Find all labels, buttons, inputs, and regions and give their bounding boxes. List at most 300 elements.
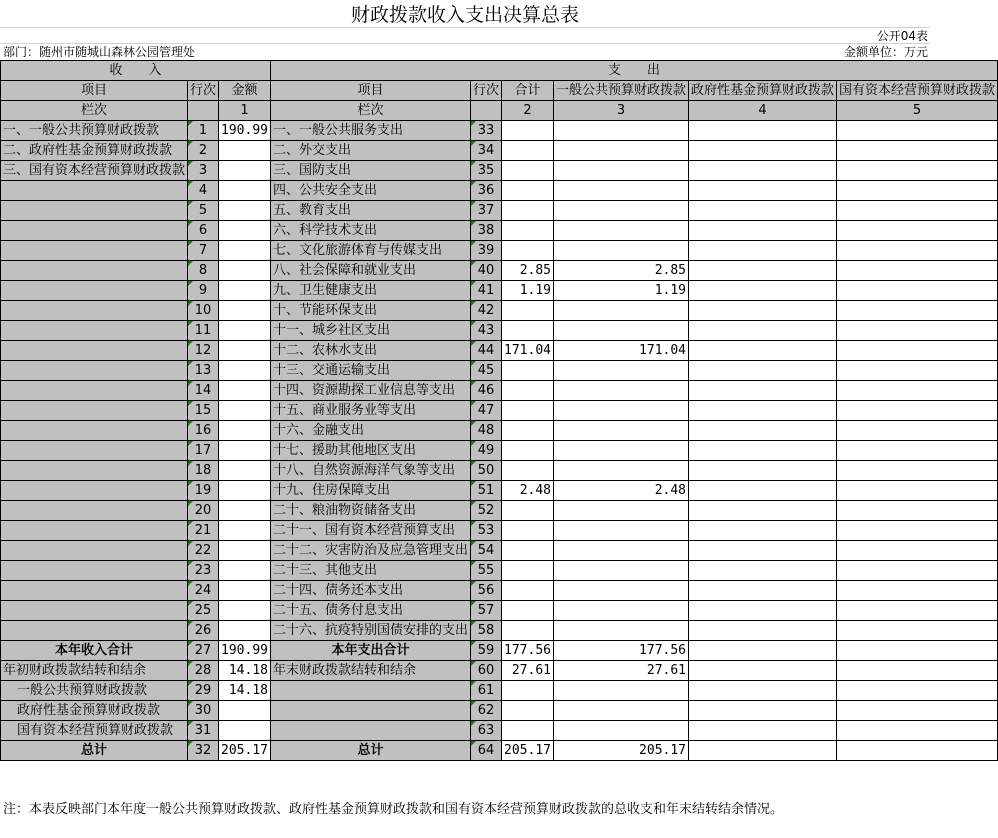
grand-total-income-no: 32 — [188, 741, 219, 761]
expense-state-capital[interactable] — [837, 201, 998, 221]
income-item — [1, 261, 188, 281]
income-item — [1, 501, 188, 521]
expense-general-budget[interactable]: 2.85 — [554, 261, 689, 281]
expense-item: 十八、自然资源海洋气象等支出 — [271, 461, 471, 481]
department-label: 部门：随州市随城山森林公园管理处 — [3, 45, 196, 59]
col-number-1: 1 — [219, 101, 271, 121]
expense-total-general[interactable]: 177.56 — [554, 641, 689, 661]
expense-state-capital[interactable] — [837, 581, 998, 601]
expense-item: 二十三、其他支出 — [271, 561, 471, 581]
expense-gov-fund[interactable] — [689, 281, 837, 301]
carry-out-sub2-blank — [271, 701, 471, 721]
table-row — [1, 521, 998, 541]
income-amount[interactable] — [219, 601, 271, 621]
expense-general-budget[interactable]: 1.19 — [554, 281, 689, 301]
expense-general-budget[interactable] — [554, 201, 689, 221]
expense-gov-fund[interactable] — [689, 361, 837, 381]
expense-gov-fund[interactable] — [689, 401, 837, 421]
expense-item: 四、公共安全支出 — [271, 181, 471, 201]
cell[interactable] — [837, 721, 998, 741]
expense-state-capital[interactable] — [837, 441, 998, 461]
expense-total[interactable] — [502, 401, 554, 421]
income-amount[interactable] — [219, 341, 271, 361]
income-amount[interactable] — [219, 581, 271, 601]
income-row-no: 6 — [188, 221, 219, 241]
expense-total[interactable] — [502, 161, 554, 181]
expense-item: 二十四、债务还本支出 — [271, 581, 471, 601]
grand-total-income-label: 总计 — [1, 741, 188, 761]
income-row-no: 3 — [188, 161, 219, 181]
carry-in-amount[interactable]: 14.18 — [219, 661, 271, 681]
income-row-no: 23 — [188, 561, 219, 581]
expense-total[interactable] — [502, 301, 554, 321]
income-row-no: 22 — [188, 541, 219, 561]
income-amount[interactable] — [219, 161, 271, 181]
expense-item: 二、外交支出 — [271, 141, 471, 161]
income-item — [1, 321, 188, 341]
expense-total[interactable] — [502, 181, 554, 201]
fiscal-summary-table — [0, 60, 998, 761]
expense-total[interactable] — [502, 541, 554, 561]
expense-row-no: 43 — [471, 321, 502, 341]
expense-general-budget[interactable] — [554, 181, 689, 201]
report-title: 财政拨款收入支出决算总表 — [350, 4, 579, 26]
expense-total-label: 本年支出合计 — [271, 641, 471, 661]
expense-general-budget[interactable]: 171.04 — [554, 341, 689, 361]
income-row-no: 1 — [188, 121, 219, 141]
expense-row-no: 39 — [471, 241, 502, 261]
income-item: 三、国有资本经营预算财政拨款 — [1, 161, 188, 181]
expense-item: 八、社会保障和就业支出 — [271, 261, 471, 281]
income-amount[interactable] — [219, 561, 271, 581]
expense-row-no: 40 — [471, 261, 502, 281]
table-row — [1, 341, 998, 361]
gov-fund-header: 政府性基金预算财政拨款 — [689, 81, 837, 101]
expense-total[interactable] — [502, 521, 554, 541]
expense-gov-fund[interactable] — [689, 221, 837, 241]
income-row-no: 8 — [188, 261, 219, 281]
income-amount[interactable]: 190.99 — [219, 121, 271, 141]
expense-row-no: 48 — [471, 421, 502, 441]
expense-total[interactable] — [502, 501, 554, 521]
expense-gov-fund[interactable] — [689, 141, 837, 161]
expense-row-no: 52 — [471, 501, 502, 521]
income-row-no: 11 — [188, 321, 219, 341]
income-item — [1, 441, 188, 461]
expense-gov-fund[interactable] — [689, 541, 837, 561]
expense-total[interactable] — [502, 581, 554, 601]
expense-total[interactable]: 171.04 — [502, 341, 554, 361]
expense-item: 六、科学技术支出 — [271, 221, 471, 241]
expense-state-capital[interactable] — [837, 501, 998, 521]
expense-total[interactable] — [502, 601, 554, 621]
expense-general-budget[interactable] — [554, 301, 689, 321]
expense-total[interactable] — [502, 121, 554, 141]
expense-state-capital[interactable] — [837, 421, 998, 441]
grand-total-expense-label: 总计 — [271, 741, 471, 761]
income-row-no-header: 行次 — [188, 81, 219, 101]
expense-total[interactable]: 2.85 — [502, 261, 554, 281]
expense-total[interactable] — [502, 621, 554, 641]
expense-item: 三、国防支出 — [271, 161, 471, 181]
carry-in-general-label: 一般公共预算财政拨款 — [1, 681, 188, 701]
expense-general-budget[interactable] — [554, 441, 689, 461]
carry-in-gov-fund-no: 30 — [188, 701, 219, 721]
cell[interactable] — [554, 681, 689, 701]
table-row — [1, 481, 998, 501]
carry-in-gov-fund-amount[interactable] — [219, 701, 271, 721]
expense-gov-fund[interactable] — [689, 581, 837, 601]
table-row — [1, 401, 998, 421]
income-amount[interactable] — [219, 621, 271, 641]
carry-in-gov-fund-label: 政府性基金预算财政拨款 — [1, 701, 188, 721]
expense-total[interactable] — [502, 381, 554, 401]
expense-general-budget[interactable] — [554, 361, 689, 381]
table-row — [1, 381, 998, 401]
expense-item: 十、节能环保支出 — [271, 301, 471, 321]
expense-general-budget[interactable] — [554, 161, 689, 181]
income-total-no: 27 — [188, 641, 219, 661]
expense-gov-fund[interactable] — [689, 501, 837, 521]
expense-gov-fund[interactable] — [689, 561, 837, 581]
cell[interactable] — [837, 701, 998, 721]
income-item — [1, 401, 188, 421]
income-row-no: 13 — [188, 361, 219, 381]
expense-state-capital[interactable] — [837, 481, 998, 501]
expense-row-no: 44 — [471, 341, 502, 361]
expense-general-budget[interactable] — [554, 121, 689, 141]
expense-state-capital[interactable] — [837, 181, 998, 201]
expense-total[interactable] — [502, 441, 554, 461]
cell[interactable] — [689, 701, 837, 721]
income-row-no: 7 — [188, 241, 219, 261]
expense-general-budget[interactable] — [554, 221, 689, 241]
income-amount[interactable] — [219, 481, 271, 501]
col-label-expense: 栏次 — [271, 101, 471, 121]
expense-total[interactable] — [502, 241, 554, 261]
table-row — [1, 221, 998, 241]
income-item — [1, 361, 188, 381]
expense-state-capital[interactable] — [837, 301, 998, 321]
expense-gov-fund[interactable] — [689, 521, 837, 541]
expense-row-no-header: 行次 — [471, 81, 502, 101]
income-row-no: 19 — [188, 481, 219, 501]
expense-gov-fund[interactable] — [689, 601, 837, 621]
expense-item: 十九、住房保障支出 — [271, 481, 471, 501]
income-item-header: 项目 — [1, 81, 188, 101]
expense-general-budget[interactable] — [554, 601, 689, 621]
income-row-no: 21 — [188, 521, 219, 541]
grand-total-expense-general[interactable]: 205.17 — [554, 741, 689, 761]
cell[interactable] — [554, 701, 689, 721]
expense-section-header: 支 出 — [271, 61, 998, 81]
income-amount[interactable] — [219, 521, 271, 541]
expense-state-capital[interactable] — [837, 461, 998, 481]
income-amount[interactable] — [219, 301, 271, 321]
income-row-no: 26 — [188, 621, 219, 641]
expense-total[interactable] — [502, 461, 554, 481]
expense-gov-fund[interactable] — [689, 321, 837, 341]
expense-item: 五、教育支出 — [271, 201, 471, 221]
expense-row-no: 53 — [471, 521, 502, 541]
income-row-no: 17 — [188, 441, 219, 461]
expense-row-no: 54 — [471, 541, 502, 561]
expense-general-budget[interactable] — [554, 561, 689, 581]
carry-in-state-capital-label: 国有资本经营预算财政拨款 — [1, 721, 188, 741]
expense-item: 二十、粮油物资储备支出 — [271, 501, 471, 521]
cell[interactable] — [837, 681, 998, 701]
expense-item: 七、文化旅游体育与传媒支出 — [271, 241, 471, 261]
income-total-label: 本年收入合计 — [1, 641, 188, 661]
table-row — [1, 561, 998, 581]
income-item — [1, 541, 188, 561]
expense-total[interactable] — [502, 561, 554, 581]
expense-state-capital[interactable] — [837, 161, 998, 181]
expense-state-capital[interactable] — [837, 601, 998, 621]
expense-state-capital[interactable] — [837, 221, 998, 241]
cell[interactable] — [689, 721, 837, 741]
expense-general-budget[interactable] — [554, 581, 689, 601]
expense-item: 十五、商业服务业等支出 — [271, 401, 471, 421]
footnote: 注：本表反映部门本年度一般公共预算财政拨款、政府性基金预算财政拨款和国有资本经营预算财政拨款的总收支和年末结转结余情况。 — [3, 802, 784, 817]
table-row — [1, 441, 998, 461]
expense-total-header: 合计 — [502, 81, 554, 101]
expense-gov-fund[interactable] — [689, 381, 837, 401]
expense-general-budget[interactable] — [554, 241, 689, 261]
income-row-no: 5 — [188, 201, 219, 221]
income-amount[interactable] — [219, 241, 271, 261]
income-amount[interactable] — [219, 421, 271, 441]
carry-out-state-capital[interactable] — [837, 661, 998, 681]
expense-item: 一、一般公共服务支出 — [271, 121, 471, 141]
expense-total-gov-fund[interactable] — [689, 641, 837, 661]
expense-state-capital[interactable] — [837, 261, 998, 281]
expense-general-budget[interactable]: 2.48 — [554, 481, 689, 501]
expense-total[interactable]: 2.48 — [502, 481, 554, 501]
income-amount[interactable] — [219, 281, 271, 301]
carry-out-sub1-blank — [271, 681, 471, 701]
expense-total[interactable] — [502, 361, 554, 381]
carry-out-sub3-no: 63 — [471, 721, 502, 741]
carry-in-state-capital-no: 31 — [188, 721, 219, 741]
expense-gov-fund[interactable] — [689, 261, 837, 281]
cell[interactable] — [502, 721, 554, 741]
expense-row-no: 38 — [471, 221, 502, 241]
expense-item: 二十六、抗疫特别国债安排的支出 — [271, 621, 471, 641]
income-row-no: 24 — [188, 581, 219, 601]
table-row — [1, 501, 998, 521]
cell[interactable] — [502, 681, 554, 701]
expense-general-budget[interactable] — [554, 621, 689, 641]
expense-gov-fund[interactable] — [689, 621, 837, 641]
income-amount[interactable] — [219, 501, 271, 521]
expense-row-no: 34 — [471, 141, 502, 161]
expense-state-capital[interactable] — [837, 321, 998, 341]
carry-out-sum[interactable]: 27.61 — [502, 661, 554, 681]
expense-gov-fund[interactable] — [689, 121, 837, 141]
income-amount[interactable] — [219, 381, 271, 401]
income-amount[interactable] — [219, 541, 271, 561]
expense-general-budget[interactable] — [554, 381, 689, 401]
expense-row-no: 47 — [471, 401, 502, 421]
expense-general-budget[interactable] — [554, 321, 689, 341]
table-row — [1, 241, 998, 261]
expense-total-no: 59 — [471, 641, 502, 661]
income-item — [1, 461, 188, 481]
expense-total[interactable] — [502, 141, 554, 161]
income-amount[interactable] — [219, 201, 271, 221]
expense-row-no: 37 — [471, 201, 502, 221]
income-amount[interactable] — [219, 181, 271, 201]
income-amount-header: 金额 — [219, 81, 271, 101]
expense-gov-fund[interactable] — [689, 481, 837, 501]
expense-total[interactable] — [502, 221, 554, 241]
income-total-amount[interactable]: 190.99 — [219, 641, 271, 661]
income-amount[interactable] — [219, 461, 271, 481]
general-budget-header: 一般公共预算财政拨款 — [554, 81, 689, 101]
grand-total-expense-gov-fund[interactable] — [689, 741, 837, 761]
expense-state-capital[interactable] — [837, 121, 998, 141]
expense-row-no: 55 — [471, 561, 502, 581]
income-amount[interactable] — [219, 141, 271, 161]
expense-state-capital[interactable] — [837, 381, 998, 401]
expense-gov-fund[interactable] — [689, 201, 837, 221]
expense-row-no: 45 — [471, 361, 502, 381]
carry-out-sub3-blank — [271, 721, 471, 741]
expense-gov-fund[interactable] — [689, 421, 837, 441]
income-amount[interactable] — [219, 441, 271, 461]
cell[interactable] — [502, 701, 554, 721]
table-row — [1, 281, 998, 301]
table-row — [1, 181, 998, 201]
income-item — [1, 181, 188, 201]
expense-general-budget[interactable] — [554, 401, 689, 421]
expense-state-capital[interactable] — [837, 621, 998, 641]
expense-total[interactable]: 1.19 — [502, 281, 554, 301]
expense-gov-fund[interactable] — [689, 461, 837, 481]
table-row — [1, 301, 998, 321]
expense-general-budget[interactable] — [554, 421, 689, 441]
table-row — [1, 461, 998, 481]
carry-out-label: 年末财政拨款结转和结余 — [271, 661, 471, 681]
income-item — [1, 581, 188, 601]
carry-out-gov-fund[interactable] — [689, 661, 837, 681]
expense-state-capital[interactable] — [837, 241, 998, 261]
expense-state-capital[interactable] — [837, 361, 998, 381]
expense-item: 十二、农林水支出 — [271, 341, 471, 361]
income-row-no: 14 — [188, 381, 219, 401]
state-capital-header: 国有资本经营预算财政拨款 — [837, 81, 998, 101]
grand-total-income-amount[interactable]: 205.17 — [219, 741, 271, 761]
carry-in-state-capital-amount[interactable] — [219, 721, 271, 741]
expense-total-sum[interactable]: 177.56 — [502, 641, 554, 661]
income-amount[interactable] — [219, 401, 271, 421]
expense-state-capital[interactable] — [837, 521, 998, 541]
grand-total-expense-sum[interactable]: 205.17 — [502, 741, 554, 761]
income-amount[interactable] — [219, 361, 271, 381]
carry-out-sub1-no: 61 — [471, 681, 502, 701]
carry-out-general[interactable]: 27.61 — [554, 661, 689, 681]
table-row — [1, 121, 998, 141]
expense-item: 二十一、国有资本经营预算支出 — [271, 521, 471, 541]
expense-general-budget[interactable] — [554, 141, 689, 161]
expense-item: 十一、城乡社区支出 — [271, 321, 471, 341]
grand-total-expense-no: 64 — [471, 741, 502, 761]
expense-general-budget[interactable] — [554, 501, 689, 521]
income-row-no: 2 — [188, 141, 219, 161]
grand-total-expense-state-capital[interactable] — [837, 741, 998, 761]
carry-in-general-amount[interactable]: 14.18 — [219, 681, 271, 701]
col-number-3: 3 — [554, 101, 689, 121]
expense-general-budget[interactable] — [554, 461, 689, 481]
income-row-no: 18 — [188, 461, 219, 481]
col-blank — [471, 101, 502, 121]
expense-gov-fund[interactable] — [689, 161, 837, 181]
income-item — [1, 481, 188, 501]
income-amount[interactable] — [219, 321, 271, 341]
expense-total[interactable] — [502, 321, 554, 341]
expense-item: 九、卫生健康支出 — [271, 281, 471, 301]
expense-state-capital[interactable] — [837, 281, 998, 301]
income-row-no: 15 — [188, 401, 219, 421]
table-row — [1, 321, 998, 341]
table-row — [1, 621, 998, 641]
table-row — [1, 141, 998, 161]
expense-total-state-capital[interactable] — [837, 641, 998, 661]
expense-total[interactable] — [502, 421, 554, 441]
table-row — [1, 201, 998, 221]
expense-row-no: 41 — [471, 281, 502, 301]
expense-general-budget[interactable] — [554, 521, 689, 541]
expense-state-capital[interactable] — [837, 141, 998, 161]
expense-gov-fund[interactable] — [689, 301, 837, 321]
col-blank — [188, 101, 219, 121]
expense-gov-fund[interactable] — [689, 441, 837, 461]
income-amount[interactable] — [219, 261, 271, 281]
income-amount[interactable] — [219, 221, 271, 241]
income-section-header: 收 入 — [1, 61, 271, 81]
expense-state-capital[interactable] — [837, 561, 998, 581]
expense-item-header: 项目 — [271, 81, 471, 101]
expense-total[interactable] — [502, 201, 554, 221]
income-item: 二、政府性基金预算财政拨款 — [1, 141, 188, 161]
expense-state-capital[interactable] — [837, 341, 998, 361]
expense-row-no: 56 — [471, 581, 502, 601]
col-label-income: 栏次 — [1, 101, 188, 121]
income-item — [1, 241, 188, 261]
income-row-no: 10 — [188, 301, 219, 321]
income-row-no: 16 — [188, 421, 219, 441]
cell[interactable] — [554, 721, 689, 741]
col-number-4: 4 — [689, 101, 837, 121]
expense-state-capital[interactable] — [837, 541, 998, 561]
income-item — [1, 561, 188, 581]
expense-row-no: 36 — [471, 181, 502, 201]
expense-general-budget[interactable] — [554, 541, 689, 561]
cell[interactable] — [689, 681, 837, 701]
expense-gov-fund[interactable] — [689, 341, 837, 361]
carry-in-label: 年初财政拨款结转和结余 — [1, 661, 188, 681]
expense-state-capital[interactable] — [837, 401, 998, 421]
expense-row-no: 58 — [471, 621, 502, 641]
income-item — [1, 301, 188, 321]
expense-gov-fund[interactable] — [689, 241, 837, 261]
expense-row-no: 49 — [471, 441, 502, 461]
expense-row-no: 57 — [471, 601, 502, 621]
expense-gov-fund[interactable] — [689, 181, 837, 201]
col-number-5: 5 — [837, 101, 998, 121]
amount-unit-label: 金额单位：万元 — [843, 45, 928, 59]
